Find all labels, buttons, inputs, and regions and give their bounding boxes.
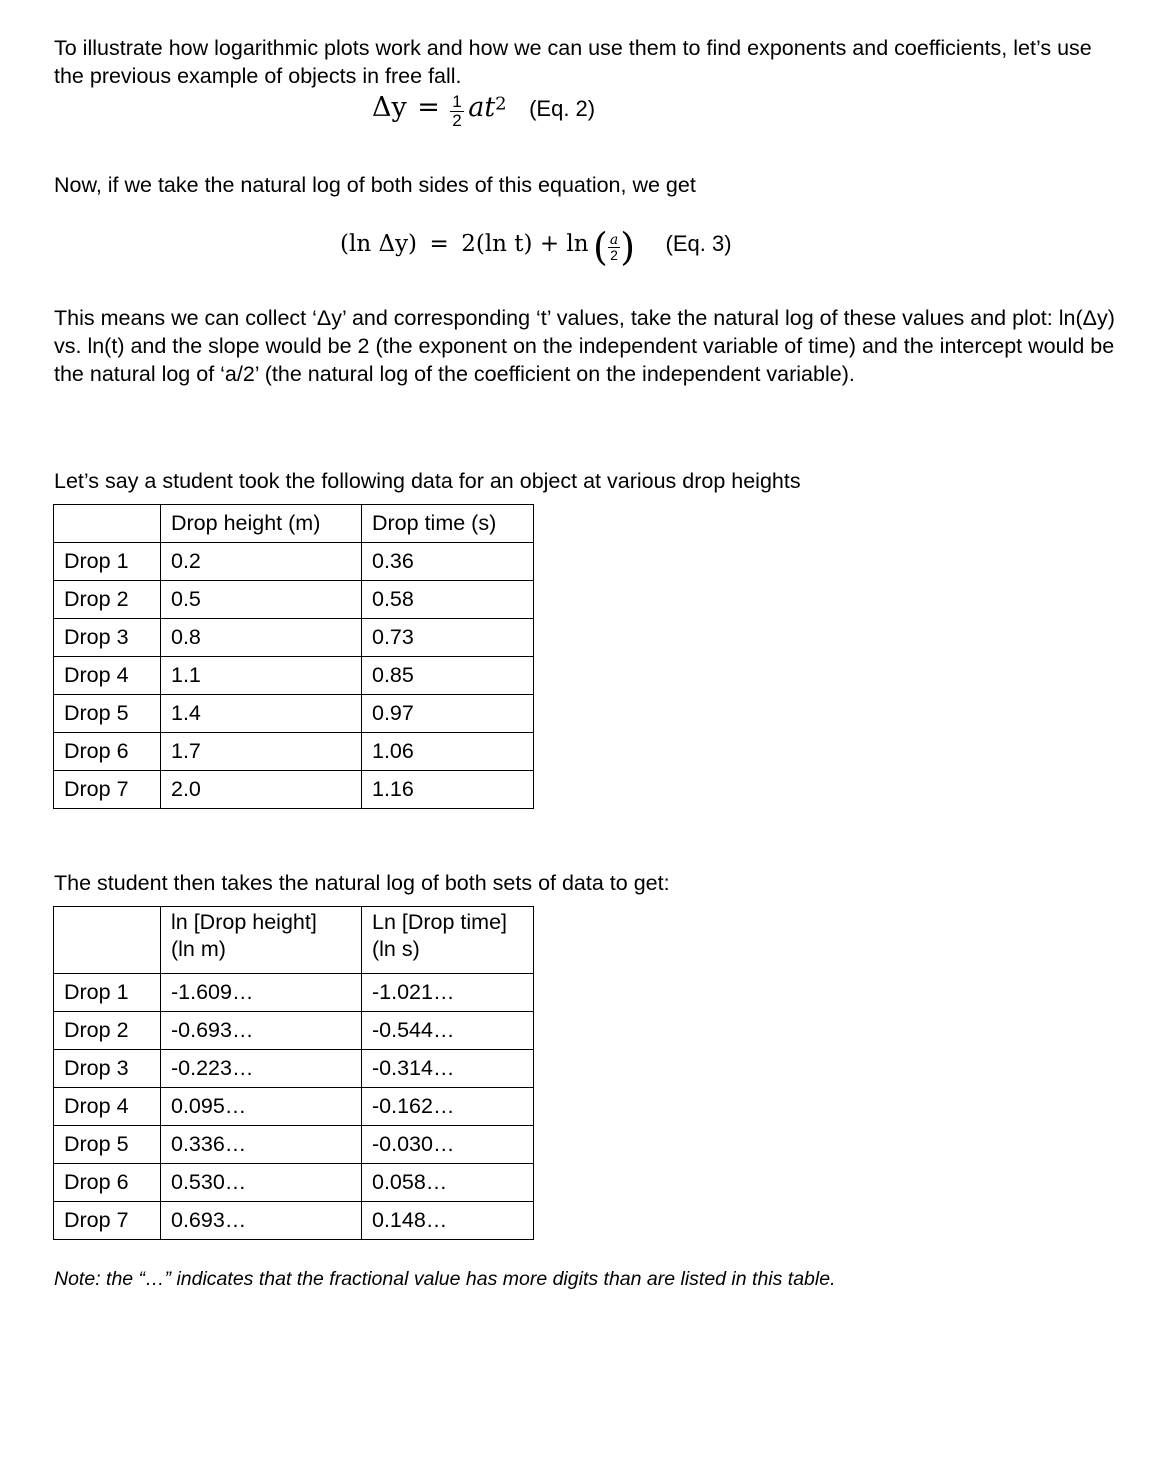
table-cell: 0.73 bbox=[362, 619, 534, 657]
table-row bbox=[54, 543, 534, 581]
table-cell: Drop 5 bbox=[54, 695, 161, 733]
table-row bbox=[54, 1126, 534, 1164]
table-cell: 0.530… bbox=[161, 1164, 362, 1202]
eq2-equals: = bbox=[417, 92, 440, 123]
equation-2 bbox=[372, 92, 595, 148]
table-cell: Drop 4 bbox=[54, 657, 161, 695]
table-cell: Drop 1 bbox=[54, 974, 161, 1012]
table-header-cell: Drop height (m) bbox=[161, 505, 362, 543]
equation-3: (ln Δy) = 2(ln t) + ln ( $\frac{a}{2}$ ) (Eq. 3) bbox=[340, 225, 732, 269]
table-cell: -0.693… bbox=[161, 1012, 362, 1050]
table-row bbox=[54, 771, 534, 809]
table-row bbox=[54, 581, 534, 619]
table-cell: Drop 1 bbox=[54, 543, 161, 581]
table-cell: Drop 4 bbox=[54, 1088, 161, 1126]
table-cell: Drop 2 bbox=[54, 1012, 161, 1050]
table-cell: 0.2 bbox=[161, 543, 362, 581]
eq2-denominator: 2 bbox=[452, 111, 462, 131]
table-cell: Drop 6 bbox=[54, 733, 161, 771]
table-cell: 1.4 bbox=[161, 695, 362, 733]
table-header-cell bbox=[54, 505, 161, 543]
eq2-lhs: Δy bbox=[372, 92, 407, 123]
table-cell: 1.1 bbox=[161, 657, 362, 695]
eq3-fraction bbox=[608, 233, 620, 262]
table-cell: -0.314… bbox=[362, 1050, 534, 1088]
header-unit: (ln m) bbox=[171, 937, 226, 961]
table-cell: Drop 2 bbox=[54, 581, 161, 619]
header-title: ln [Drop height] bbox=[171, 910, 317, 934]
table-cell: 0.58 bbox=[362, 581, 534, 619]
header-unit: (ln s) bbox=[372, 937, 420, 961]
table-row bbox=[54, 1012, 534, 1050]
table-header-cell: Drop time (s) bbox=[362, 505, 534, 543]
table-header-row bbox=[54, 907, 534, 974]
table-row bbox=[54, 695, 534, 733]
table-row bbox=[54, 1088, 534, 1126]
table-cell: Drop 6 bbox=[54, 1164, 161, 1202]
table-cell: -1.021… bbox=[362, 974, 534, 1012]
table-cell: 0.36 bbox=[362, 543, 534, 581]
table-row bbox=[54, 733, 534, 771]
table-cell: Drop 3 bbox=[54, 1050, 161, 1088]
table-cell: -1.609… bbox=[161, 974, 362, 1012]
table-cell: 0.148… bbox=[362, 1202, 534, 1240]
table-row bbox=[54, 1202, 534, 1240]
table-cell: 0.8 bbox=[161, 619, 362, 657]
data-paragraph: Let’s say a student took the following data for an object at various drop heights bbox=[54, 469, 801, 493]
eq2-exponent: 2 bbox=[495, 93, 507, 115]
eq3-numerator: a bbox=[609, 231, 619, 248]
eq3-denominator: 2 bbox=[610, 246, 618, 263]
table-cell: 1.7 bbox=[161, 733, 362, 771]
table-cell: 1.16 bbox=[362, 771, 534, 809]
table-header-row bbox=[54, 505, 534, 543]
table-cell: 2.0 bbox=[161, 771, 362, 809]
table-cell: Drop 3 bbox=[54, 619, 161, 657]
means-paragraph: This means we can collect ‘Δy’ and corresponding ‘t’ values, take the natural log of these values and plot: ln(Δy) vs. ln(t) and the slope would be 2 (the exponent on the independent variable of time) and the intercept would be the natural log of ‘a/2’ (the natural log of the coefficient on the independent variable). bbox=[54, 306, 1115, 386]
table-cell: 0.97 bbox=[362, 695, 534, 733]
table-row bbox=[54, 974, 534, 1012]
table-row bbox=[54, 619, 534, 657]
eq2-rhs: at bbox=[468, 92, 496, 123]
eq2-label: (Eq. 2) bbox=[529, 96, 596, 121]
table-header-cell bbox=[54, 907, 161, 974]
log-data-table bbox=[53, 906, 534, 1240]
table-cell: Drop 7 bbox=[54, 771, 161, 809]
footnote: Note: the “…” indicates that the fractional value has more digits than are listed in this table. bbox=[54, 1268, 836, 1290]
table-cell: Drop 7 bbox=[54, 1202, 161, 1240]
table-cell: 1.06 bbox=[362, 733, 534, 771]
eq3-equals: = bbox=[429, 231, 449, 258]
header-title: Ln [Drop time] bbox=[372, 910, 508, 934]
table-row bbox=[54, 1050, 534, 1088]
eq3-mid: 2(ln t) + ln bbox=[461, 231, 589, 258]
table-cell: -0.162… bbox=[362, 1088, 534, 1126]
eq3-label: (Eq. 3) bbox=[665, 231, 732, 257]
table-cell: 0.5 bbox=[161, 581, 362, 619]
table-header-cell bbox=[362, 907, 534, 974]
table-cell: -0.223… bbox=[161, 1050, 362, 1088]
intro-paragraph: To illustrate how logarithmic plots work and how we can use them to find exponents and coefficients, let’s use the previous example of objects in free fall. bbox=[54, 36, 1092, 88]
table-cell: 0.693… bbox=[161, 1202, 362, 1240]
eq3-lhs: (ln Δy) bbox=[340, 231, 418, 258]
table-header-cell bbox=[161, 907, 362, 974]
eq2-fraction bbox=[450, 93, 463, 130]
drop-data-table bbox=[53, 504, 534, 809]
table-cell: 0.095… bbox=[161, 1088, 362, 1126]
table-cell: 0.85 bbox=[362, 657, 534, 695]
table-row bbox=[54, 1164, 534, 1202]
table-cell: -0.030… bbox=[362, 1126, 534, 1164]
table-cell: -0.544… bbox=[362, 1012, 534, 1050]
table-cell: 0.336… bbox=[161, 1126, 362, 1164]
log-data-paragraph: The student then takes the natural log of both sets of data to get: bbox=[54, 871, 670, 895]
table-cell: 0.058… bbox=[362, 1164, 534, 1202]
table-row bbox=[54, 657, 534, 695]
table-cell: Drop 5 bbox=[54, 1126, 161, 1164]
log-paragraph: Now, if we take the natural log of both sides of this equation, we get bbox=[54, 173, 696, 197]
eq2-numerator: 1 bbox=[452, 92, 462, 112]
